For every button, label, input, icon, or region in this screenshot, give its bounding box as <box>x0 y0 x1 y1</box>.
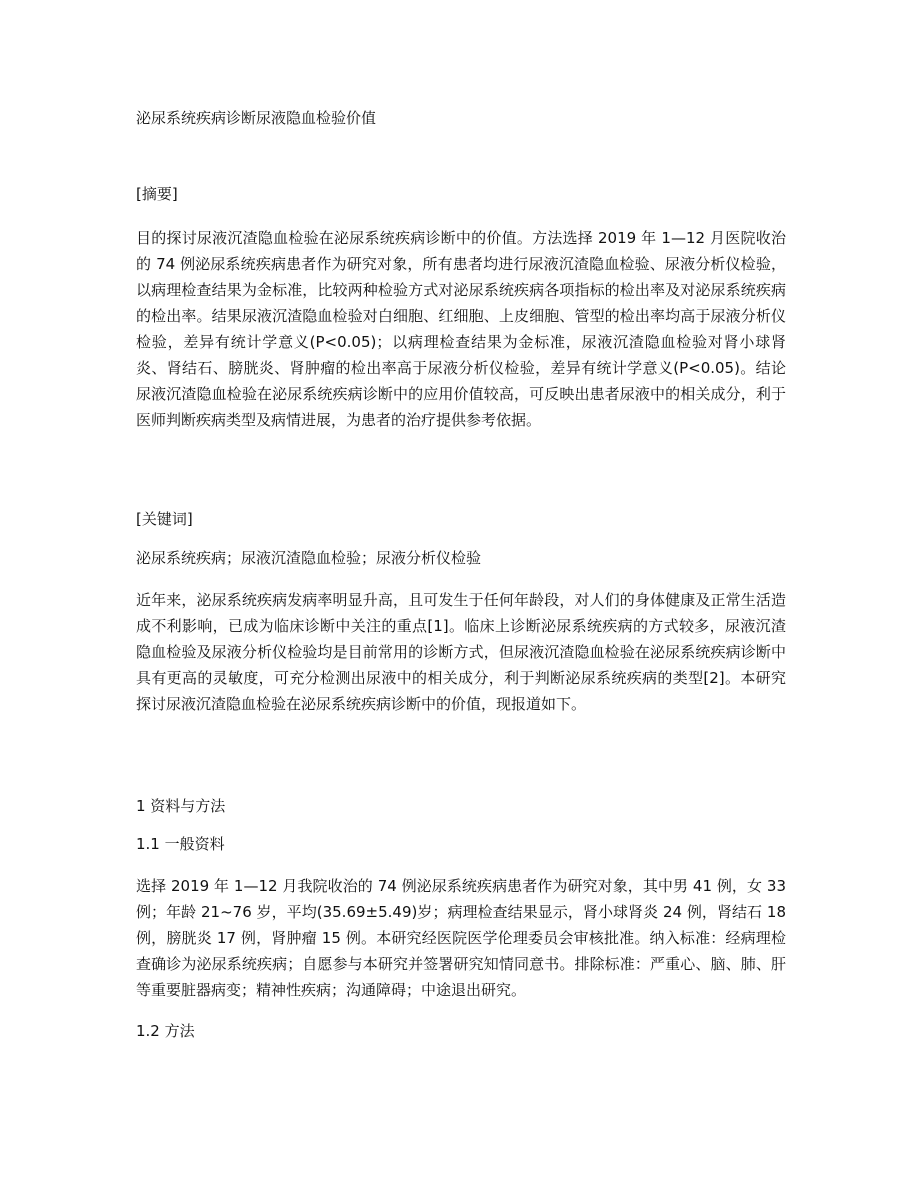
keywords-label: [关键词] <box>136 510 193 528</box>
general-data-paragraph: 选择 2019 年 1—12 月我院收治的 74 例泌尿系统疾病患者作为研究对象，其中男 41 例，女 33 例；年龄 21~76 岁，平均(35.69±5.49)岁；病理检查结果显示，肾小球肾炎 24 例，肾结石 18 例，膀胱炎 17 例，肾肿瘤 15 例。本研究经医院医学伦理委员会审核批准。纳入标准：经病理检查确诊为泌尿系统疾病；自愿参与本研究并签署研究知情同意书。排除标准：严重心、脑、肺、肝等重要脏器病变；精神性疾病；沟通障碍；中途退出研究。 <box>136 877 786 999</box>
keywords-text: 泌尿系统疾病；尿液沉渣隐血检验；尿液分析仪检验 <box>136 549 482 567</box>
abstract-text: 目的探讨尿液沉渣隐血检验在泌尿系统疾病诊断中的价值。方法选择 2019 年 1—12 月医院收治的 74 例泌尿系统疾病患者作为研究对象，所有患者均进行尿液沉渣隐血检验、尿液分析仪检验，以病理检查结果为金标准，比较两种检验方式对泌尿系统疾病各项指标的检出率及对泌尿系统疾病的检出率。结果尿液沉渣隐血检验对白细胞、红细胞、上皮细胞、管型的检出率均高于尿液分析仪检验，差异有统计学意义(P<0.05)；以病理检查结果为金标准，尿液沉渣隐血检验对肾小球肾炎、肾结石、膀胱炎、肾肿瘤的检出率高于尿液分析仪检验，差异有统计学意义(P<0.05)。结论尿液沉渣隐血检验在泌尿系统疾病诊断中的应用价值较高，可反映出患者尿液中的相关成分，利于医师判断疾病类型及病情进展，为患者的治疗提供参考依据。 <box>136 229 786 429</box>
abstract-label: [摘要] <box>136 185 178 203</box>
section-heading-1-2: 1.2 方法 <box>136 1022 195 1040</box>
intro-paragraph: 近年来，泌尿系统疾病发病率明显升高，且可发生于任何年龄段，对人们的身体健康及正常生活造成不利影响，已成为临床诊断中关注的重点[1]。临床上诊断泌尿系统疾病的方式较多，尿液沉渣隐血检验及尿液分析仪检验均是目前常用的诊断方式，但尿液沉渣隐血检验在泌尿系统疾病诊断中具有更高的灵敏度，可充分检测出尿液中的相关成分，利于判断泌尿系统疾病的类型[2]。本研究探讨尿液沉渣隐血检验在泌尿系统疾病诊断中的价值，现报道如下。 <box>136 591 786 713</box>
section-heading-1-1: 1.1 一般资料 <box>136 835 225 853</box>
section-heading-1: 1 资料与方法 <box>136 797 226 815</box>
paper-title: 泌尿系统疾病诊断尿液隐血检验价值 <box>136 109 377 127</box>
